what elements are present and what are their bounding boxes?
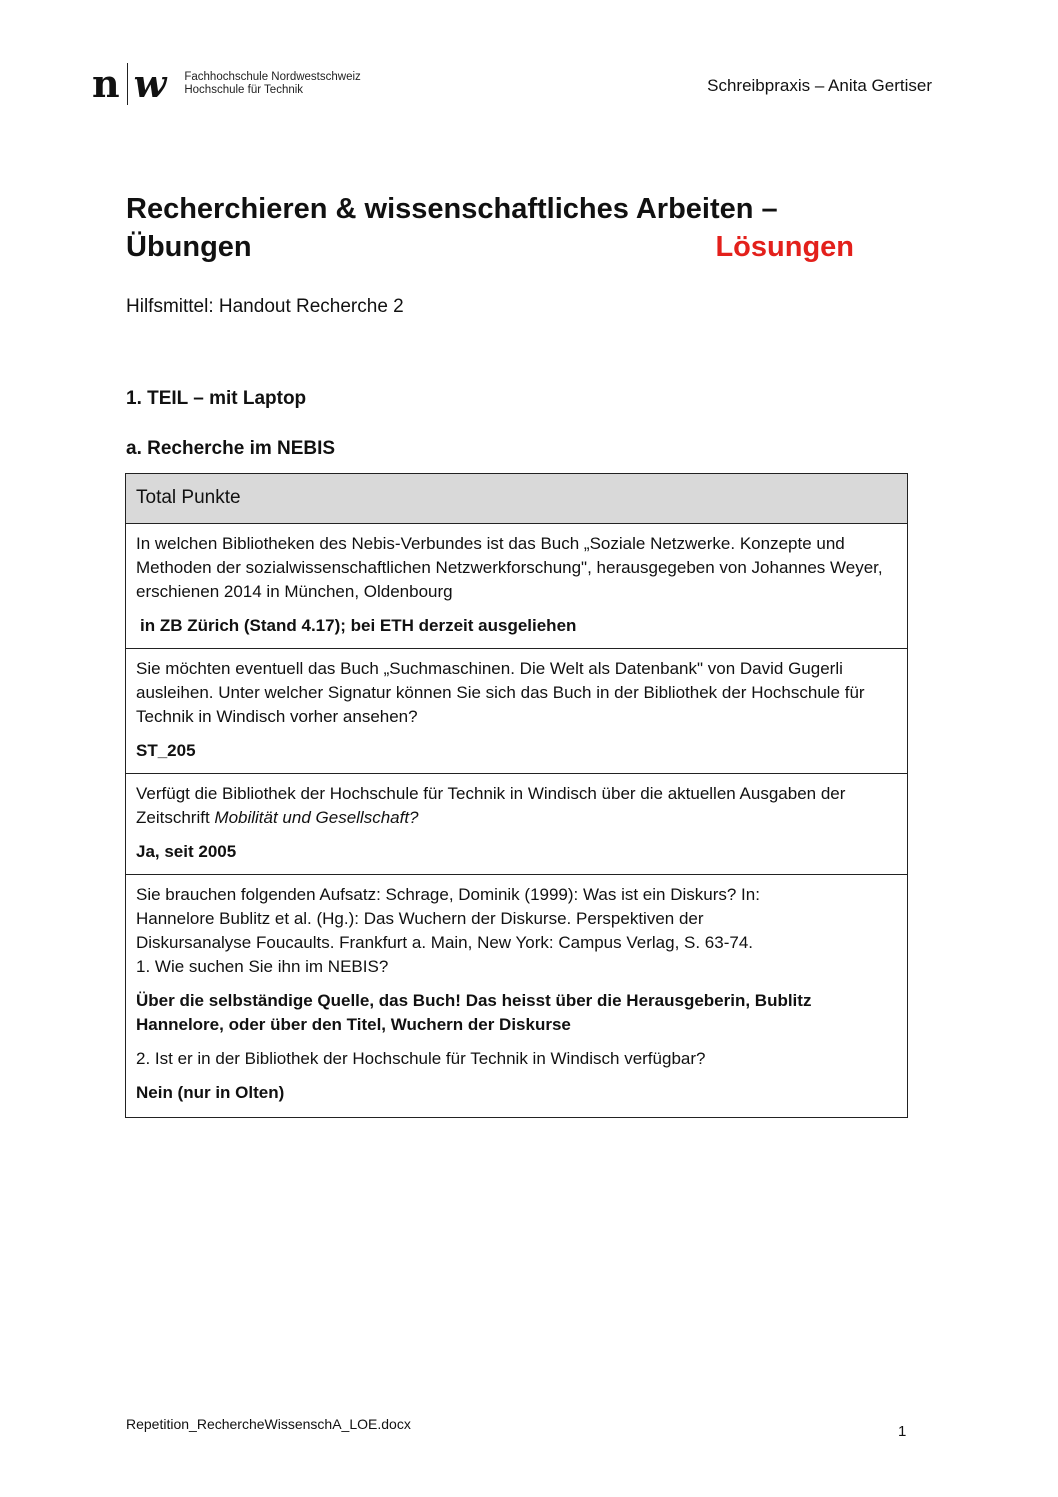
table-row-total <box>126 474 908 524</box>
table-row <box>126 774 908 875</box>
section-heading: 1. TEIL – mit Laptop <box>126 388 307 409</box>
hilfsmittel-line: Hilfsmittel: Handout Recherche 2 <box>126 296 404 317</box>
exercise-table <box>125 473 908 1118</box>
question-text: Sie möchten eventuell das Buch „Suchmaschinen. Die Welt als Datenbank" von David Gugerli ausleihen. Unter welcher Signatur können Sie sich das Buch in der Bibliothek der Hochschule für Technik in Windisch vorher ansehen? <box>136 659 865 726</box>
question-text: In welchen Bibliotheken des Nebis-Verbundes ist das Buch „Soziale Netzwerke. Konzepte und Methoden der sozialwissenschaftlichen Netzwerkforschung", herausgegeben von Johannes Weyer, erschienen 2014 in München, Oldenbourg <box>136 534 883 601</box>
answer-text-1: Über die selbständige Quelle, das Buch! Das heisst über die Herausgeberin, Bublitz Hannelore, oder über den Titel, Wuchern der Diskurse <box>136 991 812 1034</box>
title-loesungen: Lösungen <box>715 231 854 263</box>
table-row <box>126 649 908 774</box>
logo-divider <box>127 63 128 105</box>
page-title <box>126 190 886 266</box>
table-row <box>126 875 908 1118</box>
title-uebungen: Übungen <box>126 231 252 263</box>
answer-text: Ja, seit 2005 <box>136 842 237 861</box>
total-points-cell: Total Punkte <box>126 474 908 524</box>
sub-question-1: 1. Wie suchen Sie ihn im NEBIS? <box>136 957 389 976</box>
title-line-2 <box>126 228 854 266</box>
question-cell-3 <box>126 774 908 875</box>
logo-text <box>184 71 360 97</box>
footer-filename: Repetition_RechercheWissenschA_LOE.docx <box>126 1416 411 1432</box>
journal-title: Mobilität und Gesellschaft? <box>214 808 419 827</box>
logo-letter-n: n <box>92 61 120 106</box>
answer-text-2: Nein (nur in Olten) <box>136 1083 285 1102</box>
question-cell-2 <box>126 649 908 774</box>
question-cell-4 <box>126 875 908 1118</box>
question-intro-2: Hannelore Bublitz et al. (Hg.): Das Wuchern der Diskurse. Perspektiven der <box>136 909 704 928</box>
logo-mark <box>92 63 166 105</box>
question-intro-3: Diskursanalyse Foucaults. Frankfurt a. Main, New York: Campus Verlag, S. 63-74. <box>136 933 753 952</box>
header-author: Schreibpraxis – Anita Gertiser <box>707 76 932 95</box>
page-number: 1 <box>898 1423 907 1440</box>
question-text <box>136 782 897 830</box>
logo-line-1: Fachhochschule Nordwestschweiz <box>184 71 361 83</box>
logo-line-2: Hochschule für Technik <box>184 84 304 96</box>
title-line-1: Recherchieren & wissenschaftliches Arbeiten – <box>126 193 778 225</box>
question-text-start: Verfügt die Bibliothek der Hochschule für Technik in Windisch über die aktuellen Ausgaben der Zeitschrift <box>136 784 846 827</box>
subsection-heading: a. Recherche im NEBIS <box>126 438 336 459</box>
fhnw-logo <box>92 62 361 106</box>
sub-question-2: 2. Ist er in der Bibliothek der Hochschule für Technik in Windisch verfügbar? <box>136 1049 706 1068</box>
question-intro-1: Sie brauchen folgenden Aufsatz: Schrage, Dominik (1999): Was ist ein Diskurs? In: <box>136 885 760 904</box>
answer-text: ST_205 <box>136 741 196 760</box>
question-cell-1 <box>126 524 908 649</box>
table-row <box>126 524 908 649</box>
logo-letter-w: w <box>133 61 167 106</box>
answer-text: in ZB Zürich (Stand 4.17); bei ETH derzeit ausgeliehen <box>140 616 577 635</box>
